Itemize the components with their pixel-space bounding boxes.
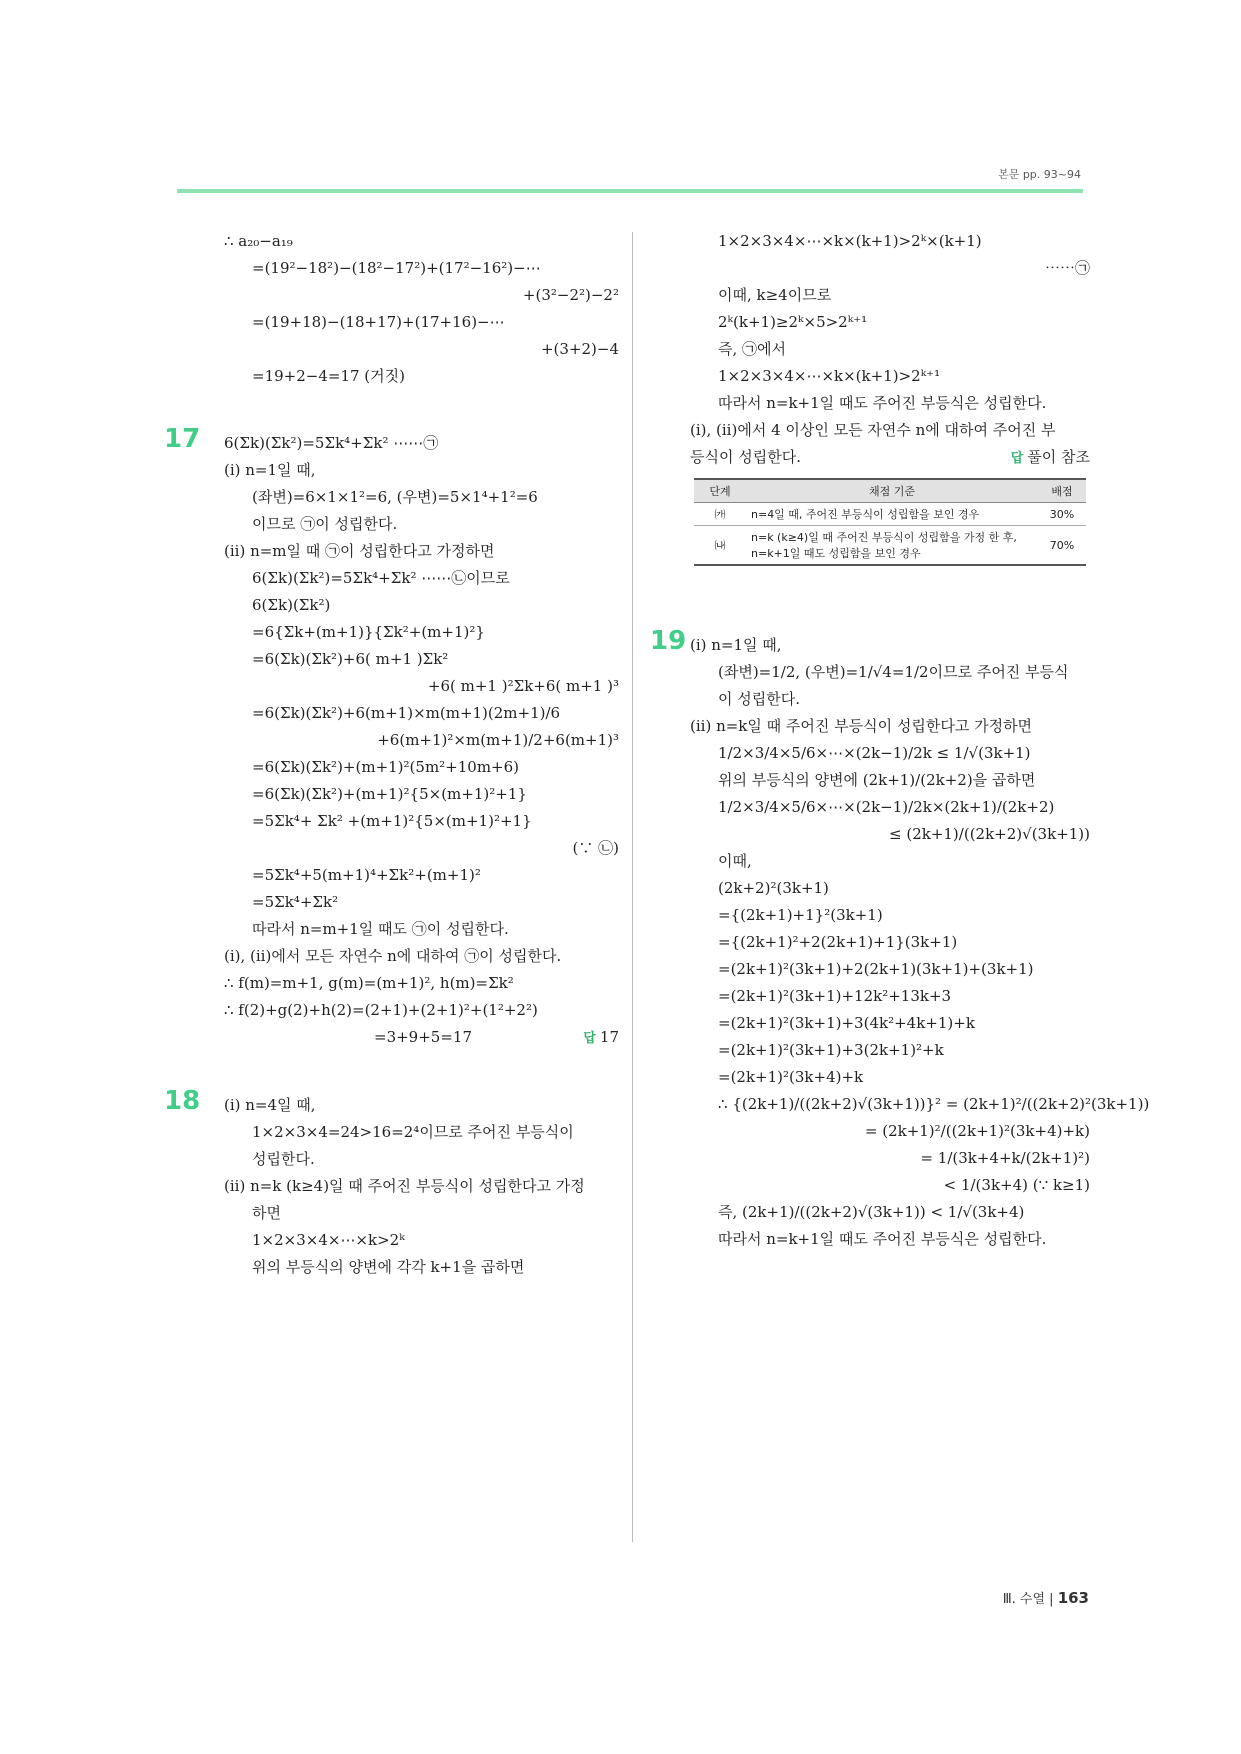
footer-separator: | xyxy=(1049,1592,1058,1607)
chapter-title: Ⅲ. 수열 xyxy=(1002,1592,1046,1607)
answer-label: 답 xyxy=(583,1031,596,1046)
p17-line: =6{Σk+(m+1)}{Σk²+(m+1)²} xyxy=(252,623,485,641)
intro-line: +(3²−2²)−2² xyxy=(522,286,619,304)
p18-cont-line: 2ᵏ(k+1)≥2ᵏ×5>2ᵏ⁺¹ xyxy=(718,313,868,331)
p17-line: 따라서 n=m+1일 때도 ㉠이 성립한다. xyxy=(252,920,509,938)
intro-line: ∴ a₂₀−a₁₉ xyxy=(224,232,293,250)
answer-value: 풀이 참조 xyxy=(1027,448,1090,466)
p19-line: (좌변)=1/2, (우변)=1/√4=1/2이므로 주어진 부등식 xyxy=(718,663,1069,681)
p17-line: =5Σk⁴+Σk² xyxy=(252,893,339,911)
p19-line: 따라서 n=k+1일 때도 주어진 부등식은 성립한다. xyxy=(718,1230,1047,1248)
intro-line: =(19+18)−(18+17)+(17+16)−⋯ xyxy=(252,313,505,331)
table-header: 채점 기준 xyxy=(746,479,1038,503)
p19-line: 이 성립한다. xyxy=(718,690,800,708)
p19-line: =(2k+1)²(3k+1)+12k²+13k+3 xyxy=(718,987,952,1005)
p18-cont-line: 등식이 성립한다. xyxy=(690,448,801,466)
p19-line: ={(2k+1)+1}²(3k+1) xyxy=(718,906,883,924)
p19-line: 이때, xyxy=(718,852,752,870)
p18-cont-line: ⋯⋯㉠ xyxy=(1044,259,1090,277)
p18-answer xyxy=(1011,444,1090,472)
p17-answer xyxy=(583,1024,619,1052)
p18-final-row xyxy=(690,444,1090,472)
p17-line: =5Σk⁴+ Σk² +(m+1)²{5×(m+1)²+1} xyxy=(252,812,532,830)
table-cell: 30% xyxy=(1038,503,1086,526)
p17-line: =6(Σk)(Σk²)+6( m+1 )Σk² xyxy=(252,650,449,668)
p19-line: (i) n=1일 때, xyxy=(690,636,782,654)
p18-cont-line: 1×2×3×4×⋯×k×(k+1)>2ᵏ⁺¹ xyxy=(718,367,941,385)
answer-label: 답 xyxy=(1010,451,1024,466)
p19-line: 1/2×3/4×5/6×⋯×(2k−1)/2k×(2k+1)/(2k+2) xyxy=(718,798,1055,816)
intro-line: +(3+2)−4 xyxy=(540,340,619,358)
scoring-table xyxy=(694,478,1086,566)
p17-final-row xyxy=(224,1024,619,1052)
table-cell: n=k (k≥4)일 때 주어진 부등식이 성립함을 가정 한 후, n=k+1일 때도 성립함을 보인 경우 xyxy=(746,526,1038,566)
problem-17-number: 17 xyxy=(164,424,201,454)
answer-value: 17 xyxy=(599,1028,619,1046)
intro-line: =(19²−18²)−(18²−17²)+(17²−16²)−⋯ xyxy=(252,259,541,277)
p19-line: ∴ {(2k+1)/((2k+2)√(3k+1))}² = (2k+1)²/((2k+2)²(3k+1)) xyxy=(718,1095,1150,1113)
right-column xyxy=(650,228,1150,1253)
p19-line: =(2k+1)²(3k+1)+3(4k²+4k+1)+k xyxy=(718,1014,975,1032)
p17-line: (i), (ii)에서 모든 자연수 n에 대하여 ㉠이 성립한다. xyxy=(224,947,562,965)
p18-cont-line: 즉, ㉠에서 xyxy=(718,340,787,358)
p19-line: (ii) n=k일 때 주어진 부등식이 성립한다고 가정하면 xyxy=(690,717,1033,735)
table-header: 배점 xyxy=(1038,479,1086,503)
column-divider xyxy=(632,232,633,1542)
p17-line: =6(Σk)(Σk²)+(m+1)²(5m²+10m+6) xyxy=(252,758,520,776)
problem-19-number: 19 xyxy=(650,626,687,656)
table-row xyxy=(694,526,1086,566)
p19-line: ={(2k+1)²+2(2k+1)+1}(3k+1) xyxy=(718,933,958,951)
p19-line: =(2k+1)²(3k+1)+2(2k+1)(3k+1)+(3k+1) xyxy=(718,960,1034,978)
p17-line: =3+9+5=17 xyxy=(374,1028,472,1046)
p17-line: 6(Σk)(Σk²)=5Σk⁴+Σk² ⋯⋯㉠ xyxy=(224,434,439,452)
p17-line: (ii) n=m일 때 ㉠이 성립한다고 가정하면 xyxy=(224,542,495,560)
p17-line: =6(Σk)(Σk²)+6(m+1)×m(m+1)(2m+1)/6 xyxy=(252,704,561,722)
p19-line: = (2k+1)²/((2k+1)²(3k+4)+k) xyxy=(864,1122,1090,1140)
table-row xyxy=(694,503,1086,526)
p17-line: +6(m+1)²×m(m+1)/2+6(m+1)³ xyxy=(377,731,619,749)
page-footer xyxy=(1003,1588,1089,1607)
table-header: 단계 xyxy=(694,479,746,503)
p18-line: (i) n=4일 때, xyxy=(224,1096,316,1114)
problem-18-number: 18 xyxy=(164,1086,201,1116)
p19-line: < 1/(3k+4) (∵ k≥1) xyxy=(943,1176,1090,1194)
left-column xyxy=(164,228,619,1281)
p17-line: (좌변)=6×1×1²=6, (우변)=5×1⁴+1²=6 xyxy=(252,488,538,506)
p19-line: ≤ (2k+1)/((2k+2)√(3k+1)) xyxy=(889,825,1090,843)
table-cell: ㈎ xyxy=(694,503,746,526)
p19-line: =(2k+1)²(3k+1)+3(2k+1)²+k xyxy=(718,1041,944,1059)
p18-cont-line: 이때, k≥4이므로 xyxy=(718,286,832,304)
p18-line: 성립한다. xyxy=(252,1150,315,1168)
p19-line: 위의 부등식의 양변에 (2k+1)/(2k+2)을 곱하면 xyxy=(718,771,1036,789)
intro-line: =19+2−4=17 (거짓) xyxy=(252,367,405,385)
p18-line: 1×2×3×4=24>16=2⁴이므로 주어진 부등식이 xyxy=(252,1123,574,1141)
p18-cont-line: (i), (ii)에서 4 이상인 모든 자연수 n에 대하여 주어진 부 xyxy=(690,421,1056,439)
p17-line: 6(Σk)(Σk²)=5Σk⁴+Σk² ⋯⋯㉡이므로 xyxy=(252,569,510,587)
p17-line: =5Σk⁴+5(m+1)⁴+Σk²+(m+1)² xyxy=(252,866,481,884)
p17-line: ∴ f(2)+g(2)+h(2)=(2+1)+(2+1)²+(1²+2²) xyxy=(224,1001,538,1019)
p17-line: =6(Σk)(Σk²)+(m+1)²{5×(m+1)²+1} xyxy=(252,785,527,803)
p18-line: 위의 부등식의 양변에 각각 k+1을 곱하면 xyxy=(252,1258,525,1276)
p17-line: (∵ ㉡) xyxy=(572,839,619,857)
p19-line: = 1/(3k+4+k/(2k+1)²) xyxy=(920,1149,1090,1167)
header-rule xyxy=(177,189,1083,193)
p17-line: +6( m+1 )²Σk+6( m+1 )³ xyxy=(427,677,619,695)
p19-line: 즉, (2k+1)/((2k+2)√(3k+1)) < 1/√(3k+4) xyxy=(718,1203,1025,1221)
p18-line: 하면 xyxy=(252,1204,281,1222)
p18-line: 1×2×3×4×⋯×k>2ᵏ xyxy=(252,1231,405,1249)
page-reference: 본문 pp. 93~94 xyxy=(998,168,1081,181)
p19-line: (2k+2)²(3k+1) xyxy=(718,879,829,897)
table-cell: ㈏ xyxy=(694,526,746,566)
table-cell: n=4일 때, 주어진 부등식이 성립함을 보인 경우 xyxy=(746,503,1038,526)
table-header-row xyxy=(694,479,1086,503)
p18-cont-line: 따라서 n=k+1일 때도 주어진 부등식은 성립한다. xyxy=(718,394,1047,412)
p17-line: 6(Σk)(Σk²) xyxy=(252,596,331,614)
table-cell: 70% xyxy=(1038,526,1086,566)
p17-line: ∴ f(m)=m+1, g(m)=(m+1)², h(m)=Σk² xyxy=(224,974,514,992)
p18-cont-line: 1×2×3×4×⋯×k×(k+1)>2ᵏ×(k+1) xyxy=(718,232,982,250)
p19-line: 1/2×3/4×5/6×⋯×(2k−1)/2k ≤ 1/√(3k+1) xyxy=(718,744,1031,762)
p18-line: (ii) n=k (k≥4)일 때 주어진 부등식이 성립한다고 가정 xyxy=(224,1177,585,1195)
p17-line: (i) n=1일 때, xyxy=(224,461,316,479)
p17-line: 이므로 ㉠이 성립한다. xyxy=(252,515,398,533)
p19-line: =(2k+1)²(3k+4)+k xyxy=(718,1068,864,1086)
page-number: 163 xyxy=(1057,1589,1089,1607)
